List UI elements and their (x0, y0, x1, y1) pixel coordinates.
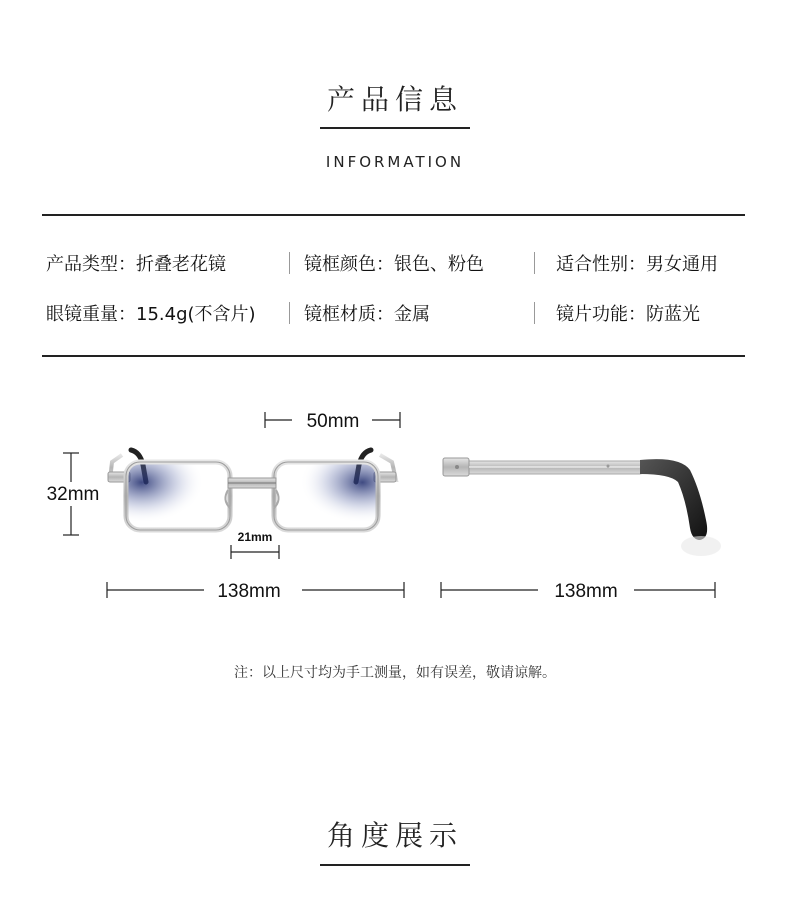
spec-key: 适合性别： (556, 254, 646, 275)
frame-width-label: 138mm (217, 581, 281, 602)
bridge-label: 21mm (237, 530, 273, 544)
spec-key: 镜片功能： (556, 304, 646, 325)
spec-key: 眼镜重量： (46, 304, 136, 325)
spec-frame-material (304, 300, 430, 326)
spec-divider (289, 302, 290, 324)
spec-value: 银色、粉色 (394, 254, 484, 275)
spec-product-type (46, 250, 226, 276)
section-title: 产品信息 (326, 83, 463, 116)
spec-key: 镜框材质： (304, 304, 394, 325)
spec-gender (556, 250, 718, 276)
spec-value: 金属 (394, 304, 430, 325)
lens-height-dimension (40, 453, 106, 535)
glasses-front-view (108, 450, 396, 530)
spec-frame-color (304, 250, 484, 276)
frame-width-dimension (107, 578, 404, 604)
spec-key: 产品类型： (46, 254, 136, 275)
lens-width-label: 50mm (306, 411, 360, 432)
spec-weight (46, 300, 256, 326)
title-underline (320, 127, 470, 129)
spec-divider (534, 252, 535, 274)
spec-lens-function (556, 300, 700, 326)
spec-bottom-rule (42, 355, 745, 357)
measurement-note: 注：以上尺寸均为手工测量，如有误差，敬请谅解。 (234, 665, 556, 681)
spec-value: 防蓝光 (646, 304, 700, 325)
spec-top-rule (42, 214, 745, 216)
lens-height-label: 32mm (46, 484, 100, 505)
spec-divider (289, 252, 290, 274)
temple-length-label: 138mm (554, 581, 618, 602)
spec-value: 折叠老花镜 (136, 254, 226, 275)
spec-value: 男女通用 (646, 254, 718, 275)
spec-value: 15.4g(不含片) (136, 304, 256, 325)
temple-length-dimension (441, 578, 715, 604)
bridge-dimension (231, 530, 279, 559)
glasses-dimension-diagram (0, 390, 790, 620)
lens-width-dimension (265, 408, 400, 434)
spec-divider (534, 302, 535, 324)
section-title-angles: 角度展示 (326, 819, 463, 852)
glasses-side-view (443, 458, 721, 556)
title-underline (320, 864, 470, 866)
section-subtitle: INFORMATION (325, 153, 465, 171)
spec-key: 镜框颜色： (304, 254, 394, 275)
